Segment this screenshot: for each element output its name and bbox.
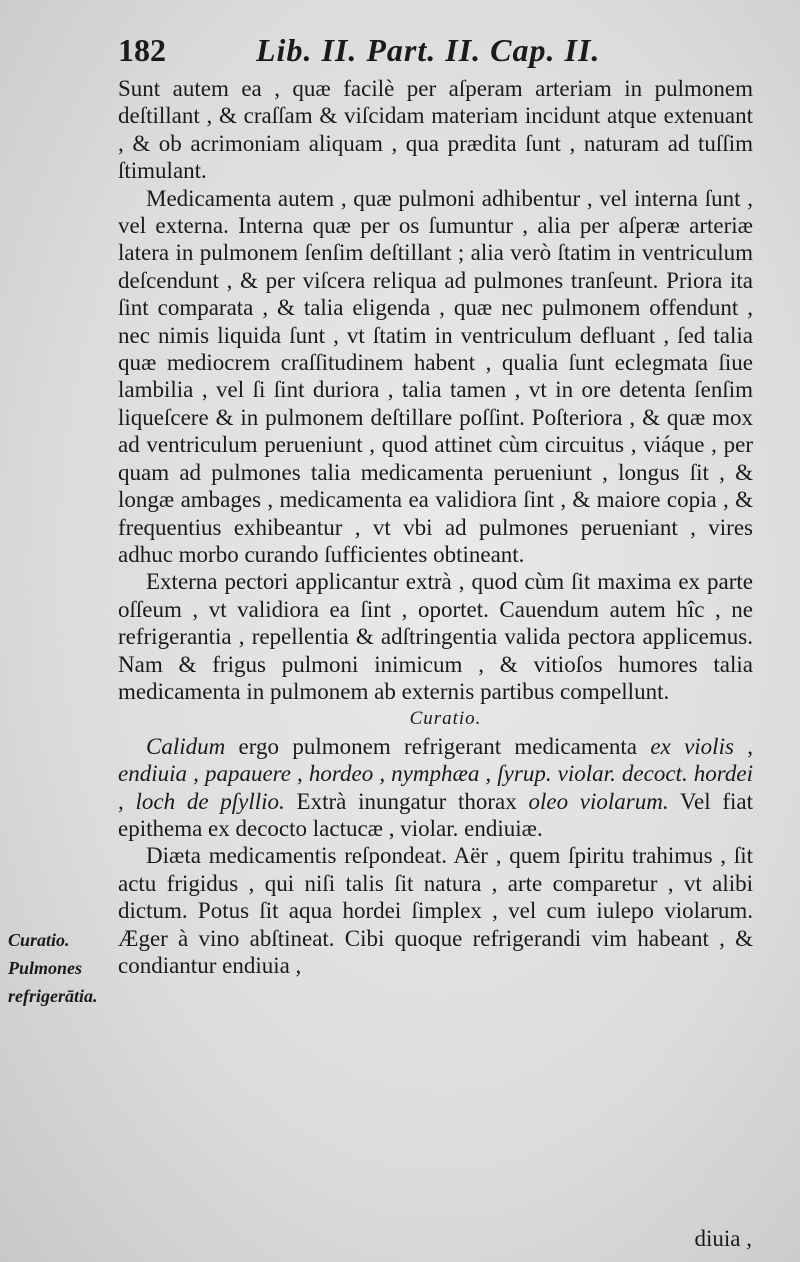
- running-title: Lib. II. Part. II. Cap. II.: [256, 32, 601, 68]
- paragraph-4-part-b: ergo pulmonem refrigerant medicamenta: [225, 733, 651, 759]
- section-heading: Curatio.: [409, 708, 482, 730]
- catchword: diuia ,: [694, 1226, 752, 1251]
- paragraph-4-part-f: Vel fiat epithema ex decocto lactucæ , violar. endiuiæ.: [118, 788, 753, 841]
- page-number: 182: [118, 32, 166, 68]
- paragraph-2: Medicamenta autem , quæ pulmoni adhibentur , vel interna ſunt , vel externa. Interna quæ per os ſumuntur , alia per aſperæ arteriæ latera in pulmonem ſenſim deſtillant ; alia verò ſtatim in ventriculum deſcendunt , & per viſcera reliqua ad pulmones tranſeunt. Priora ita ſint comparata , & talia eligenda , quæ nec pulmonem offendunt , nec nimis liquida ſunt , vt ſtatim in ventriculum defluant , ſed talia quæ mediocrem craſſitudinem habent , qualia ſunt eclegmata ſiue lambilia , vel ſi ſint duriora , talia tamen , vt in ore detenta ſenſim liqueſcere & in pulmonem deſtillare poſſint. Poſteriora , & quæ mox ad ventriculum perueniunt , quod attinet cùm circuitus , viáque , per quam ad pulmones talia medicamenta perueniunt , longus ſit , & longæ ambages , medicamenta ea validiora ſint , & maiore copia , & frequentius exhibeantur , vt vbi ad pulmones perueniant , vires adhuc morbo curando ſufficientes obtineant.: [118, 185, 753, 567]
- body-text: [118, 75, 753, 979]
- paragraph-1: Sunt autem ea , quæ facilè per aſperam arteriam in pulmonem deſtillant , & craſſam & viſcidam materiam incidunt atque extenuant , & ob acrimoniam aliquam , qua prædita ſunt , naturam ad tuſſim ſtimulant.: [118, 76, 753, 184]
- paragraph-4-part-c: ex violis , endiuia , papauere , hordeo , nymphæa , ſyrup. violar. decoct. hordei , loch de pſyllio.: [118, 733, 753, 814]
- paragraph-4-part-a: Calidum: [146, 733, 226, 759]
- page-header: [118, 30, 658, 70]
- paragraph-5: Diæta medicamentis reſpondeat. Aër , quem ſpiritu trahimus , ſit actu frigidus , qui niſi talis ſit natura , arte comparetur , vt alibi dictum. Potus ſit aqua hordei ſimplex , vel cum iulepo violarum. Æger à vino abſtineat. Cibi quoque refrigerandi vim habeant , & condiantur endiuia ,: [118, 843, 753, 978]
- margin-note: Curatio. Pulmones refrigerātia.: [8, 930, 98, 1006]
- paragraph-4: [118, 733, 753, 843]
- paragraph-4-part-e: oleo violarum.: [528, 788, 669, 814]
- paragraph-3: Externa pectori applicantur extrà , quod cùm ſit maxima ex parte oſſeum , vt validiora ea ſint , oportet. Cauendum autem hîc , ne refrigerantia , repellentia & adſtringentia valida pectora applicemus. Nam & frigus pulmoni inimicum , & vitioſos humores talia medicamenta in pulmonem ab externis partibus compellunt.: [118, 569, 753, 704]
- paragraph-4-part-d: Extrà inungatur thorax: [284, 788, 529, 814]
